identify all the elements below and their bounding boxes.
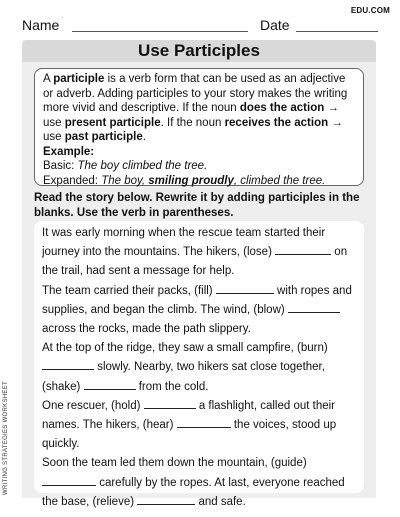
story-paragraph: It was early morning when the rescue team started their journey into the mountains. The hikers, (lose) on the trail, had sent a message for help. — [42, 227, 348, 278]
story-paragraph: At the top of the ridge, they saw a small campfire, (burn) slowly. Nearby, two hikers sat close together, (shake) from the cold. — [42, 342, 328, 393]
answer-blank[interactable] — [288, 302, 340, 313]
instructions: Read the story below. Rewrite it by adding participles in the blanks. Use the verb in parentheses. — [34, 192, 360, 219]
answer-blank[interactable] — [137, 494, 195, 505]
edu-logo: EDU.COM — [350, 6, 390, 15]
story-box — [34, 221, 364, 508]
definition-box — [34, 68, 364, 186]
date-line — [296, 31, 378, 32]
worksheet-title: Use Participles — [22, 40, 376, 62]
answer-blank[interactable] — [177, 417, 231, 428]
example-label: Example: — [43, 145, 95, 158]
expanded-example: Expanded: The boy, smiling proudly, climbed the tree. — [43, 174, 326, 187]
answer-blank[interactable] — [42, 359, 94, 370]
name-line — [72, 31, 248, 32]
basic-example: Basic: The boy climbed the tree. — [43, 160, 208, 172]
name-label: Name — [22, 17, 60, 33]
story-paragraph: Soon the team led them down the mountain, (guide) carefully by the ropes. At last, everyone reached the base, (relieve) and safe. — [42, 457, 345, 508]
answer-blank[interactable] — [144, 398, 196, 409]
answer-blank[interactable] — [42, 475, 96, 486]
answer-blank[interactable] — [84, 379, 136, 390]
story-paragraph: One rescuer, (hold) a flashlight, called out their names. The hikers, (hear) the voices, stood up quickly. — [42, 399, 337, 451]
definition-text: A participle is a verb form that can be used as an adjective or adverb. Adding participles to your story makes the writing more vivid and descriptive. If the noun does the action → use present participle. If the noun receives the action → use past participle. — [43, 73, 348, 143]
answer-blank[interactable] — [275, 244, 331, 255]
date-label: Date — [260, 17, 290, 33]
answer-blank[interactable] — [216, 283, 274, 294]
name-date-row — [22, 17, 378, 35]
story-paragraph: The team carried their packs, (fill) with ropes and supplies, and began the climb. The wind, (blow) across the rocks, made the path slippery. — [42, 284, 352, 336]
side-label: WRITING STRATEGIES WORKSHEET — [3, 381, 9, 495]
